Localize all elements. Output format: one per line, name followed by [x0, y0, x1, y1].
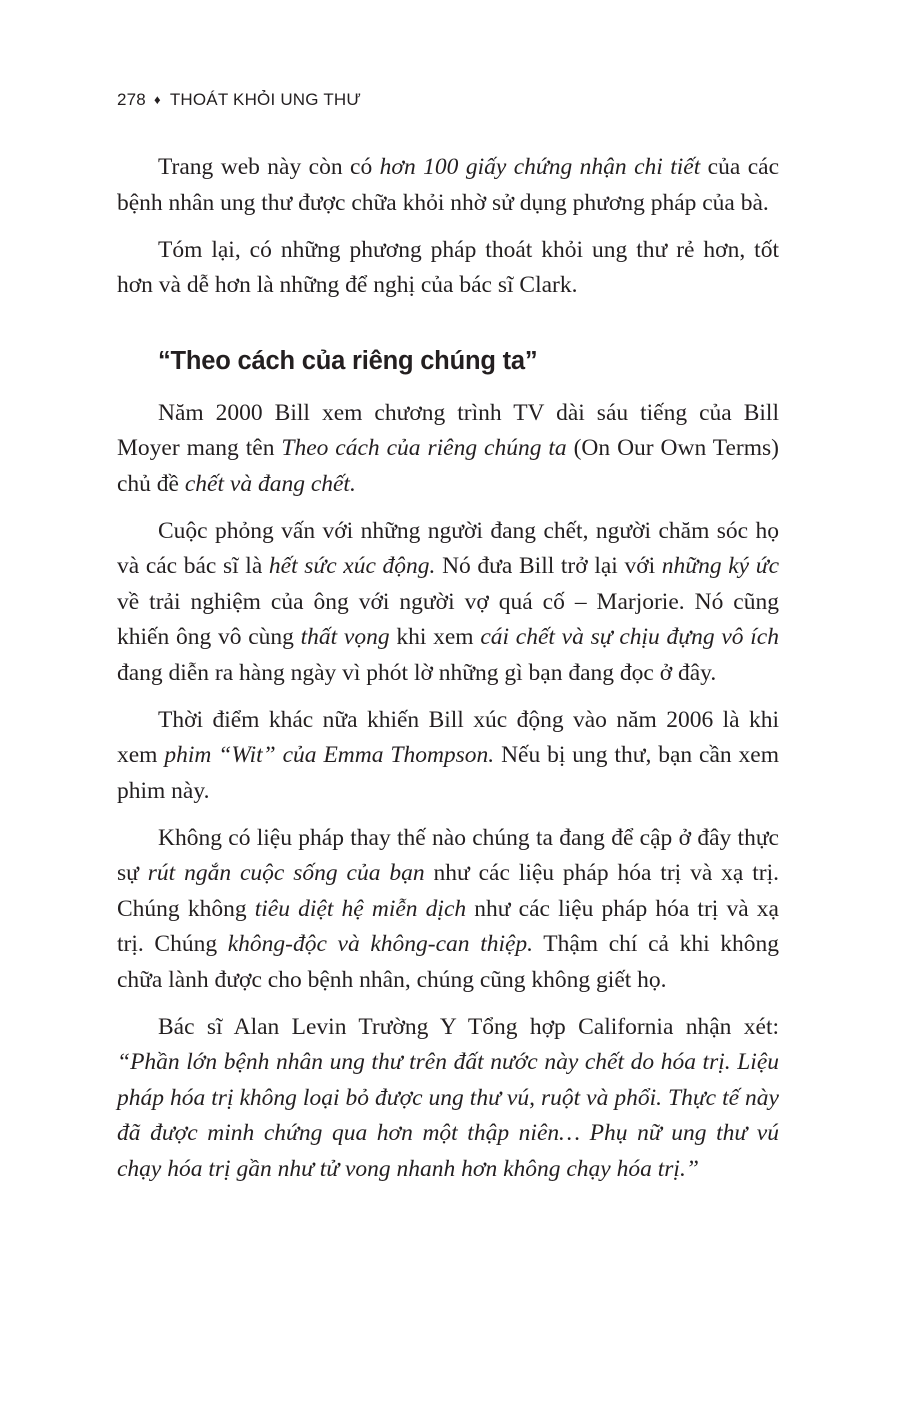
paragraph-4-text-4: khi xem: [389, 624, 481, 650]
paragraph-7: [117, 1010, 779, 1188]
page-number: 278: [117, 90, 146, 109]
paragraph-4-emphasis-4: cái chết và sự chịu đựng vô ích: [480, 624, 779, 650]
paragraph-3-emphasis: chết và đang chết.: [184, 470, 356, 497]
paragraph-6-emphasis-2: tiêu diệt hệ miễn dịch: [254, 895, 467, 922]
paragraph-2-text: Tóm lại, có những phương pháp thoát khỏi ung thư rẻ hơn, tốt hơn và dễ hơn là những để nghị của bác sĩ Clark.: [117, 236, 779, 298]
paragraph-4-emphasis-2: những ký ức: [661, 553, 780, 579]
paragraph-2: [117, 233, 779, 304]
paragraph-6-emphasis-3: không-độc và không-can thiệp.: [227, 931, 534, 957]
paragraph-4-text-2: Nó đưa Bill trở lại với: [435, 553, 662, 579]
paragraph-5: [117, 703, 779, 810]
paragraph-6-emphasis-1: rút ngắn cuộc sống của bạn: [147, 860, 425, 886]
page-body: [117, 150, 779, 1187]
paragraph-1-text: Trang web này còn có: [158, 154, 380, 180]
paragraph-7-text: Bác sĩ Alan Levin Trường Y Tổng hợp California nhận xét:: [158, 1013, 779, 1040]
paragraph-4-text-5: đang diễn ra hàng ngày vì phót lờ những gì bạn đang đọc ở đây.: [117, 659, 717, 686]
section-heading: “Theo cách của riêng chúng ta”: [158, 346, 538, 375]
quotation: “Phần lớn bệnh nhân ung thư trên đất nước này chết do hóa trị. Liệu pháp hóa trị không loại bỏ được ung thư vú, ruột và phổi. Thực tế này đã được minh chứng qua hơn một thập niên… Phụ nữ ung thư vú chạy hóa trị gần như tử vong nhanh hơn không chạy hóa trị.”: [117, 1049, 779, 1182]
paragraph-1-emphasis: hơn 100 giấy chứng nhận chi tiết: [379, 154, 701, 180]
paragraph-1: [117, 150, 779, 221]
paragraph-3-text-mid: (On Our Own Terms) chủ đề: [117, 435, 779, 497]
paragraph-6-text: Không có liệu pháp thay thế nào chúng ta đang để cập ở đây thực sự: [117, 824, 779, 886]
running-header: [117, 90, 361, 110]
paragraph-4-text: Cuộc phỏng vấn với những người đang chết, người chăm sóc họ và các bác sĩ là: [117, 517, 779, 579]
paragraph-4: [117, 514, 779, 692]
paragraph-5-text: Thời điểm khác nữa khiến Bill xúc động vào năm 2006 là khi xem: [117, 706, 779, 768]
paragraph-5-text-end: Nếu bị ung thư, bạn cần xem phim này.: [117, 742, 779, 804]
book-title: THOÁT KHỎI UNG THƯ: [169, 90, 362, 109]
paragraph-3: [117, 396, 779, 503]
diamond-separator-icon: ♦: [153, 92, 161, 107]
paragraph-6-text-4: Thậm chí cả khi không chữa lành được cho bệnh nhân, chúng cũng không giết họ.: [117, 931, 779, 993]
paragraph-4-emphasis-1: hết sức xúc động.: [268, 553, 436, 579]
paragraph-4-emphasis-3: thất vọng: [300, 624, 390, 650]
film-title: phim “Wit” của Emma Thompson.: [164, 742, 495, 768]
paragraph-1-text-end: của các bệnh nhân ung thư được chữa khỏi nhờ sử dụng phương pháp của bà.: [117, 154, 780, 216]
paragraph-6-text-2: như các liệu pháp hóa trị và xạ trị. Chúng không: [117, 860, 779, 922]
paragraph-3-text: Năm 2000 Bill xem chương trình TV dài sáu tiếng của Bill Moyer mang tên: [117, 399, 779, 461]
program-title: Theo cách của riêng chúng ta: [281, 435, 567, 461]
paragraph-6: [117, 821, 779, 999]
paragraph-4-text-3: về trải nghiệm của ông với người vợ quá cố – Marjorie. Nó cũng khiến ông vô cùng: [117, 588, 779, 650]
paragraph-6-text-3: như các liệu pháp hóa trị và xạ trị. Chúng: [117, 895, 779, 957]
